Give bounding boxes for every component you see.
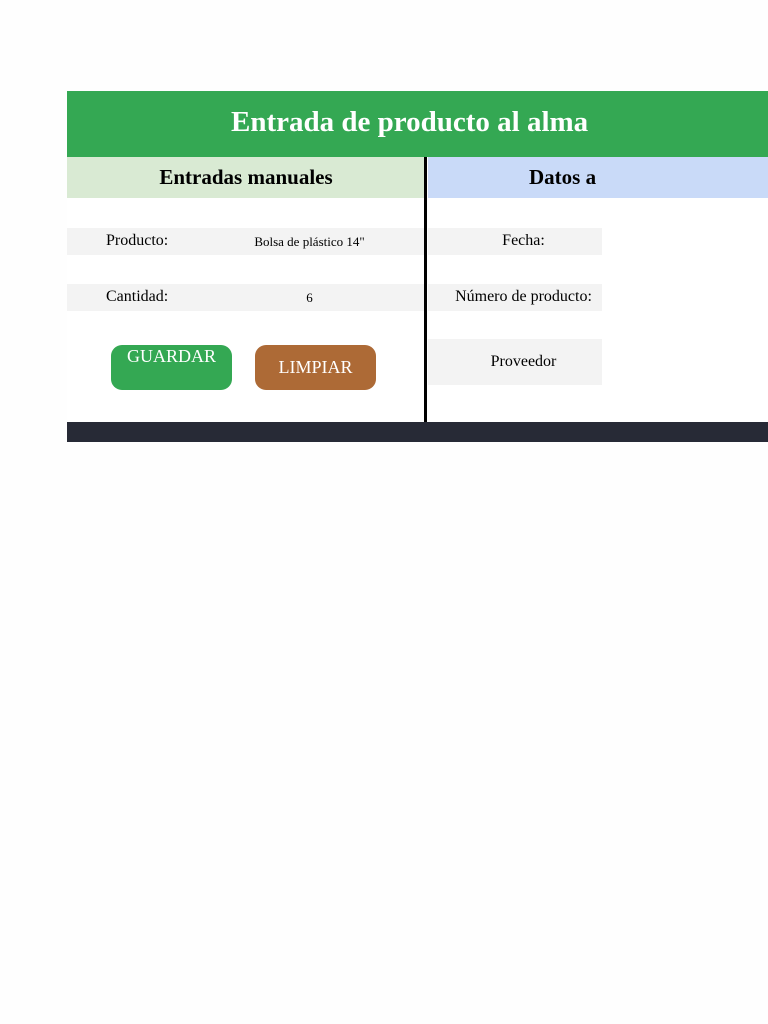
- title-bar: [67, 91, 768, 157]
- clear-button[interactable]: LIMPIAR: [255, 345, 376, 390]
- save-button[interactable]: [111, 345, 232, 390]
- data-section-header: [428, 157, 768, 198]
- save-button-label: GUARDAR: [126, 346, 216, 366]
- quantity-label: Cantidad:: [106, 288, 169, 305]
- date-label: Fecha:: [502, 232, 545, 249]
- page-title: Entrada de producto al alma: [231, 106, 589, 138]
- data-section-header-label: Datos a: [529, 165, 597, 189]
- manual-entries-header: Entradas manuales: [67, 157, 425, 198]
- column-divider: [424, 157, 427, 422]
- product-label: Producto:: [106, 232, 169, 249]
- quantity-input[interactable]: 6: [306, 290, 313, 305]
- supplier-label: Proveedor: [490, 353, 557, 370]
- product-input[interactable]: Bolsa de plástico 14": [254, 234, 365, 249]
- footer-bar: [67, 422, 768, 442]
- inventory-entry-form: [67, 91, 768, 442]
- product-number-label: Número de producto:: [455, 288, 592, 305]
